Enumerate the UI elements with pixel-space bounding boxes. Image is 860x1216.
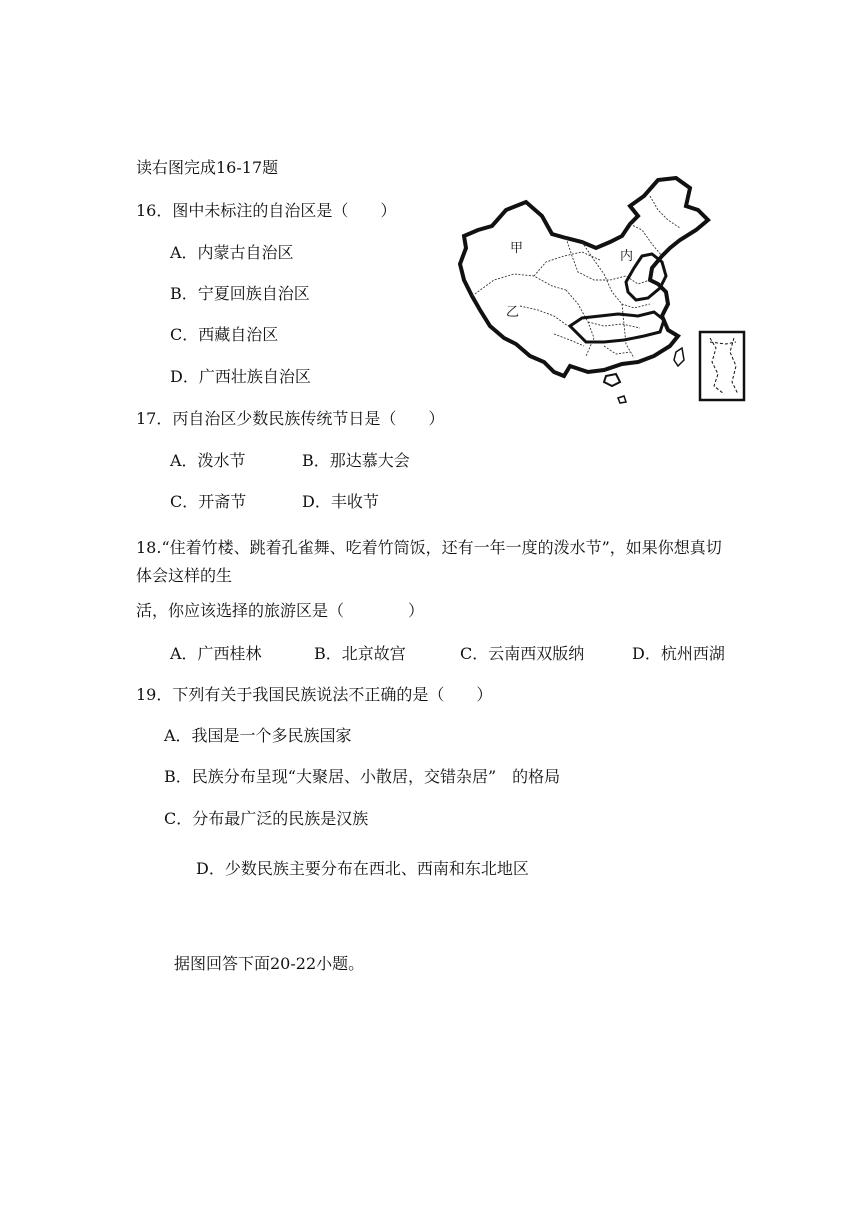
china-outline [460, 178, 708, 376]
q16-option-a: A．内蒙古自治区 [170, 243, 294, 262]
q16-option-b: B．宁夏回族自治区 [170, 284, 310, 303]
china-map-svg [454, 176, 750, 404]
section-prompt: 据图回答下面20-22小题。 [174, 954, 365, 973]
south-sea-inset [700, 332, 744, 400]
q18-option-b: B．北京故宫 [314, 644, 406, 663]
q18-option-c: C．云南西双版纳 [460, 644, 585, 663]
q19-stem: 19．下列有关于我国民族说法不正确的是（ ） [136, 685, 493, 704]
map-label-yi: 乙 [506, 305, 520, 320]
q16-option-c: C．西藏自治区 [170, 325, 279, 344]
south-region-border [570, 312, 664, 342]
q16-stem: 16．图中未标注的自治区是（ ） [136, 201, 397, 220]
q18-option-a: A．广西桂林 [170, 644, 262, 663]
small-island [618, 396, 626, 403]
china-map [454, 176, 750, 404]
map-label-nei: 内 [620, 249, 634, 264]
q18-stem-line2: 活，你应该选择的旅游区是（ ） [136, 601, 425, 620]
q19-option-b: B．民族分布呈现“大聚居、小散居，交错杂居” 的格局 [164, 767, 561, 786]
taiwan-island [674, 348, 684, 366]
q18-option-d: D．杭州西湖 [632, 644, 725, 663]
intro-text: 读右图完成16-17题 [136, 158, 279, 177]
q17-option-b: B．那达慕大会 [302, 451, 410, 470]
q19-option-c: C．分布最广泛的民族是汉族 [164, 809, 369, 828]
map-label-jia: 甲 [510, 241, 524, 256]
q17-option-d: D．丰收节 [302, 492, 379, 511]
q16-option-d: D．广西壮族自治区 [170, 367, 311, 386]
q17-option-a: A．泼水节 [170, 451, 246, 470]
q17-option-c: C．开斋节 [170, 492, 247, 511]
south-sea-dashes [710, 338, 738, 394]
q18-stem-line1: 18.“住着竹楼、跳着孔雀舞、吃着竹筒饭，还有一年一度的泼水节”，如果你想真切体会这样的生 [136, 538, 722, 585]
hainan-island [604, 374, 620, 386]
q19-option-d: D．少数民族主要分布在西北、西南和东北地区 [196, 859, 529, 878]
q17-stem: 17．丙自治区少数民族传统节日是（ ） [136, 409, 445, 428]
q19-option-a: A．我国是一个多民族国家 [164, 726, 352, 745]
